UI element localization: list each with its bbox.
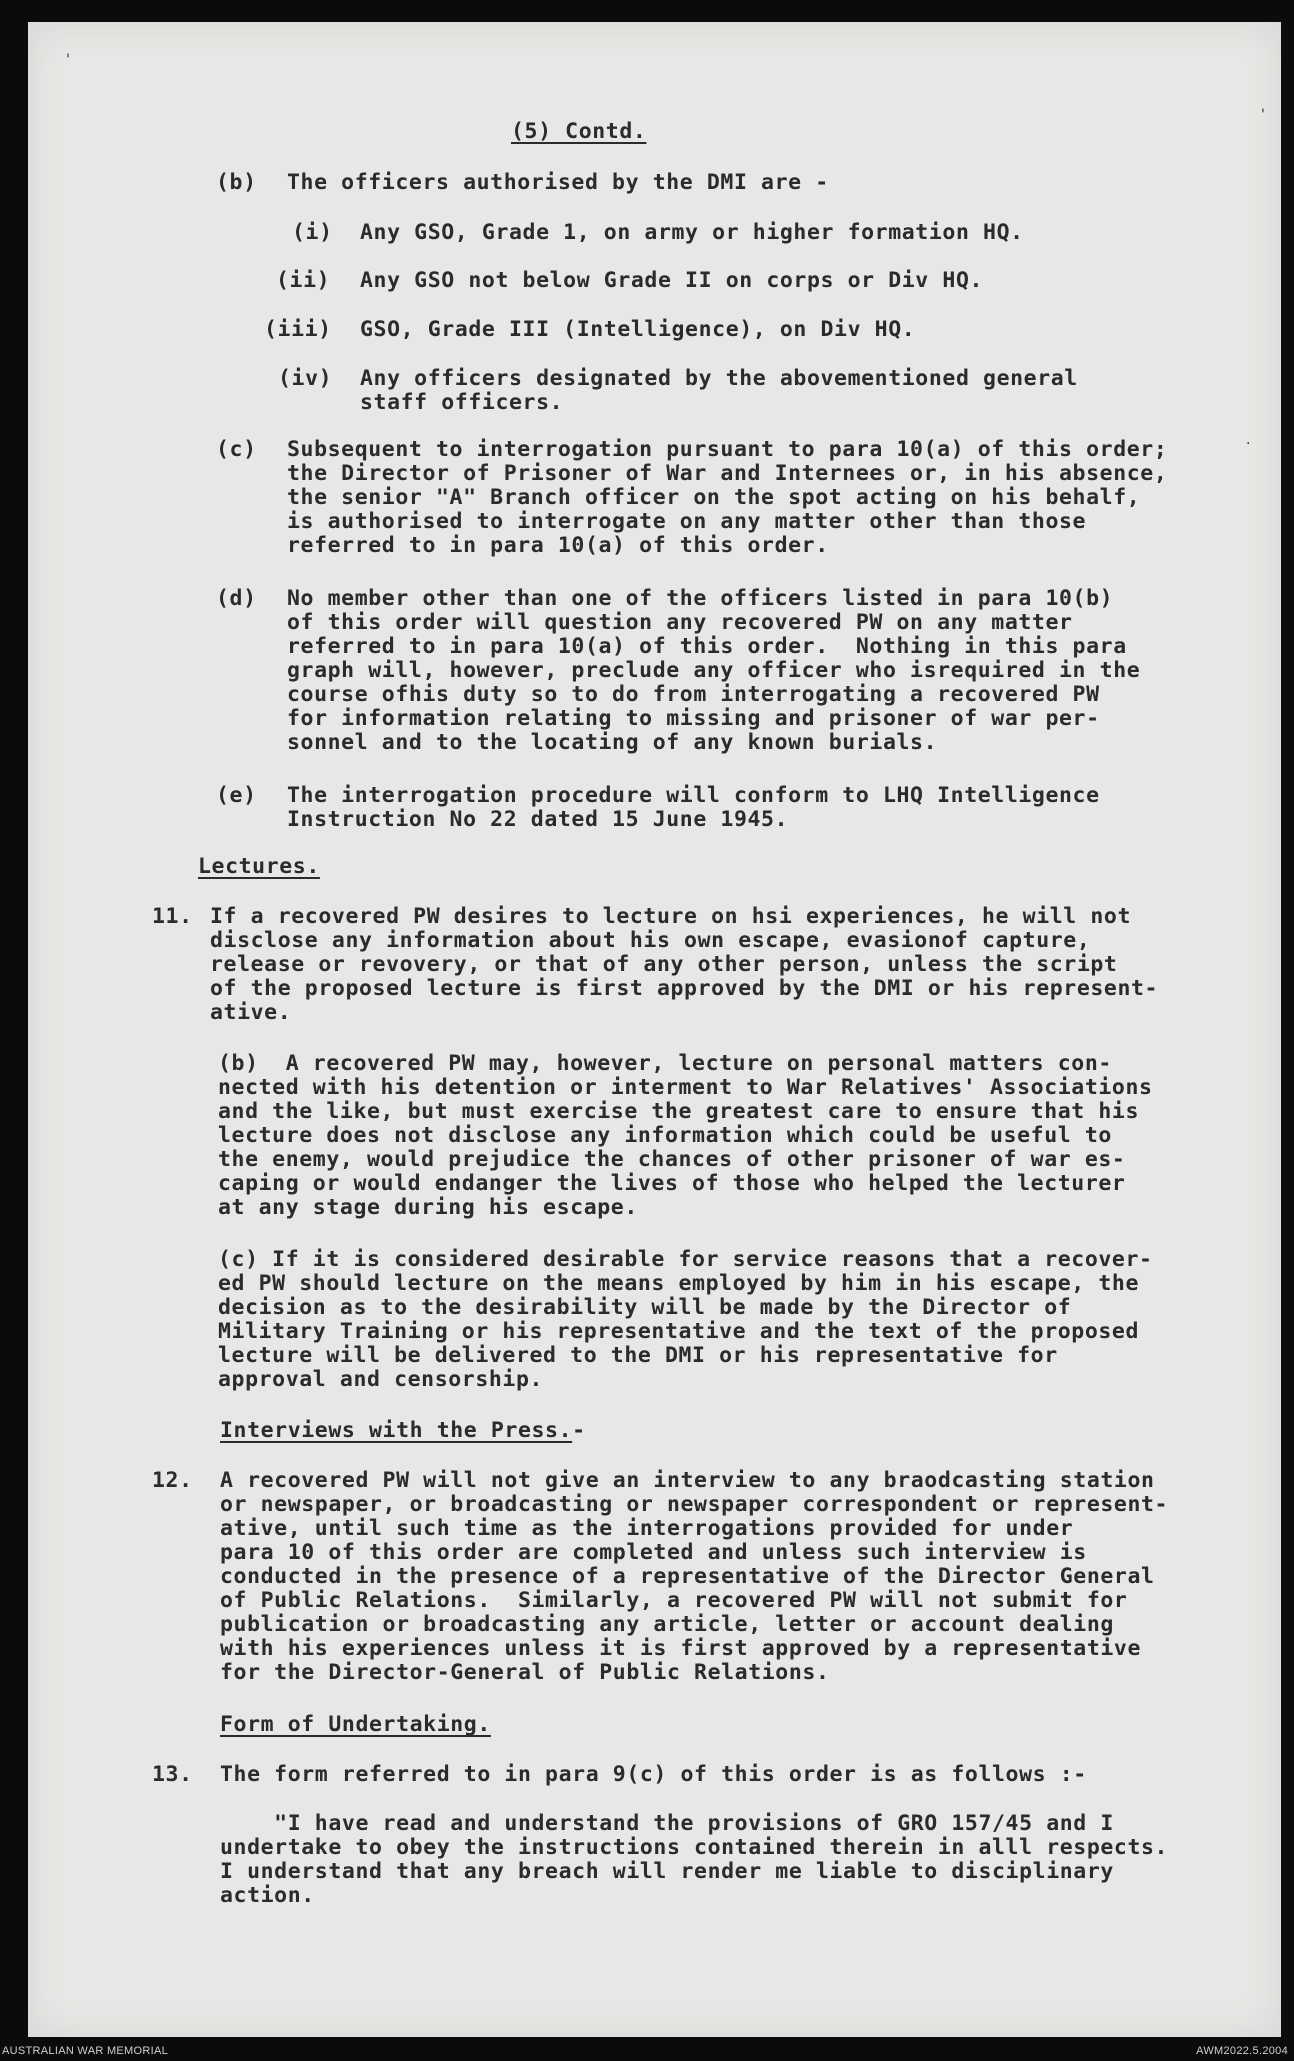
item-label-ii: (ii) <box>276 268 331 293</box>
press-line: with his experiences unless it is first approved by a representative <box>220 1636 1141 1661</box>
para-c-line: referred to in para 10(a) of this order. <box>287 533 829 558</box>
item-text-iii: GSO, Grade III (Intelligence), on Div HQ. <box>360 317 916 342</box>
lectures-line: If a recovered PW desires to lecture on hsi experiences, he will not <box>210 904 1131 929</box>
punch-mark: ' <box>66 52 70 68</box>
lectures-line: disclose any information about his own escape, evasionof capture, <box>210 928 1091 953</box>
para-e-line: Instruction No 22 dated 15 June 1945. <box>287 807 789 832</box>
item-label-i: (i) <box>292 220 333 245</box>
lectures-line: of the proposed lecture is first approved by the DMI or his represent- <box>210 976 1159 1001</box>
para-d-line: referred to in para 10(a) of this order. Nothing in this para <box>287 634 1127 659</box>
undertaking-quote-line: "I have read and understand the provisions of GRO 157/45 and I <box>220 1811 1114 1836</box>
para-label-d: (d) <box>216 586 257 611</box>
item-text-iv-line: staff officers. <box>360 390 564 415</box>
press-line: or newspaper, or broadcasting or newspaper correspondent or represent- <box>220 1492 1169 1517</box>
lectures-b-line: lecture does not disclose any information which could be useful to <box>218 1123 1112 1148</box>
para-label-b: (b) <box>216 170 257 195</box>
press-heading: Interviews with the Press. <box>220 1418 573 1443</box>
para-d-line: graph will, however, preclude any officer who isrequired in the <box>287 658 1141 683</box>
para-num-11: 11. <box>152 904 193 929</box>
press-line: publication or broadcasting any article, letter or account dealing <box>220 1612 1114 1637</box>
item-label-iv: (iv) <box>278 366 333 391</box>
lectures-c-line: lecture will be delivered to the DMI or his representative for <box>218 1343 1058 1368</box>
footer-accession-number: AWM2022.5.2004 <box>1196 2045 1288 2057</box>
para-d-line: No member other than one of the officers listed in para 10(b) <box>287 586 1114 611</box>
para-label-c: (c) <box>216 437 257 462</box>
section-heading: (5) Contd. <box>511 119 647 144</box>
press-line: conducted in the presence of a representative of the Director General <box>220 1564 1155 1589</box>
para-label-e: (e) <box>216 783 257 808</box>
lectures-line: ative. <box>210 1000 292 1025</box>
lectures-b-line: caping or would endanger the lives of those who helped the lecturer <box>218 1171 1126 1196</box>
para-b-text: The officers authorised by the DMI are - <box>287 170 829 195</box>
lectures-heading: Lectures. <box>198 854 320 879</box>
item-label-iii: (iii) <box>264 317 332 342</box>
footer-institution: AUSTRALIAN WAR MEMORIAL <box>2 2045 169 2057</box>
para-d-line: for information relating to missing and prisoner of war per- <box>287 706 1100 731</box>
press-line: for the Director-General of Public Relations. <box>220 1660 830 1685</box>
para-num-12: 12. <box>152 1468 193 1493</box>
lectures-c-line: (c) If it is considered desirable for service reasons that a recover- <box>218 1247 1153 1272</box>
para-c-line: the senior "A" Branch officer on the spot acting on his behalf, <box>287 485 1141 510</box>
undertaking-quote-line: I understand that any breach will render me liable to disciplinary <box>220 1859 1114 1884</box>
lectures-c-line: ed PW should lecture on the means employed by him in his escape, the <box>218 1271 1139 1296</box>
press-line: A recovered PW will not give an interview to any braodcasting station <box>220 1468 1155 1493</box>
lectures-c-line: decision as to the desirability will be made by the Director of <box>218 1295 1072 1320</box>
para-d-line: sonnel and to the locating of any known burials. <box>287 730 938 755</box>
lectures-b-line: at any stage during his escape. <box>218 1195 638 1220</box>
press-heading-dash: - <box>572 1418 586 1443</box>
para-c-line: is authorised to interrogate on any matter other than those <box>287 509 1087 534</box>
lectures-b-line: the enemy, would prejudice the chances of other prisoner of war es- <box>218 1147 1126 1172</box>
press-line: ative, until such time as the interrogations provided for under <box>220 1516 1074 1541</box>
press-line: para 10 of this order are completed and unless such interview is <box>220 1540 1087 1565</box>
para-c-line: the Director of Prisoner of War and Internees or, in his absence, <box>287 461 1168 486</box>
undertaking-heading: Form of Undertaking. <box>220 1712 491 1737</box>
punch-mark: ' <box>1261 107 1265 123</box>
item-text-iv-line: Any officers designated by the abovementioned general <box>360 366 1078 391</box>
lectures-b-line: nected with his detention or interment to War Relatives' Associations <box>218 1075 1153 1100</box>
para-c-line: Subsequent to interrogation pursuant to para 10(a) of this order; <box>287 437 1168 462</box>
undertaking-intro: The form referred to in para 9(c) of this order is as follows :- <box>220 1762 1087 1787</box>
press-heading-row <box>220 1419 586 1444</box>
para-num-13: 13. <box>152 1762 193 1787</box>
para-e-line: The interrogation procedure will conform to LHQ Intelligence <box>287 783 1100 808</box>
lectures-b-line: (b) A recovered PW may, however, lecture on personal matters con- <box>218 1051 1112 1076</box>
undertaking-quote-line: action. <box>220 1883 315 1908</box>
lectures-b-line: and the like, but must exercise the greatest care to ensure that his <box>218 1099 1139 1124</box>
undertaking-quote-line: undertake to obey the instructions contained therein in alll respects. <box>220 1835 1169 1860</box>
document-page <box>28 22 1281 2037</box>
punch-mark: . <box>1246 432 1251 448</box>
item-text-i: Any GSO, Grade 1, on army or higher formation HQ. <box>360 220 1024 245</box>
lectures-c-line: approval and censorship. <box>218 1367 544 1392</box>
item-text-ii: Any GSO not below Grade II on corps or Div HQ. <box>360 268 984 293</box>
press-line: of Public Relations. Similarly, a recovered PW will not submit for <box>220 1588 1128 1613</box>
lectures-c-line: Military Training or his representative and the text of the proposed <box>218 1319 1139 1344</box>
lectures-line: release or revovery, or that of any other person, unless the script <box>210 952 1118 977</box>
para-d-line: of this order will question any recovered PW on any matter <box>287 610 1073 635</box>
para-d-line: course ofhis duty so to do from interrogating a recovered PW <box>287 682 1100 707</box>
